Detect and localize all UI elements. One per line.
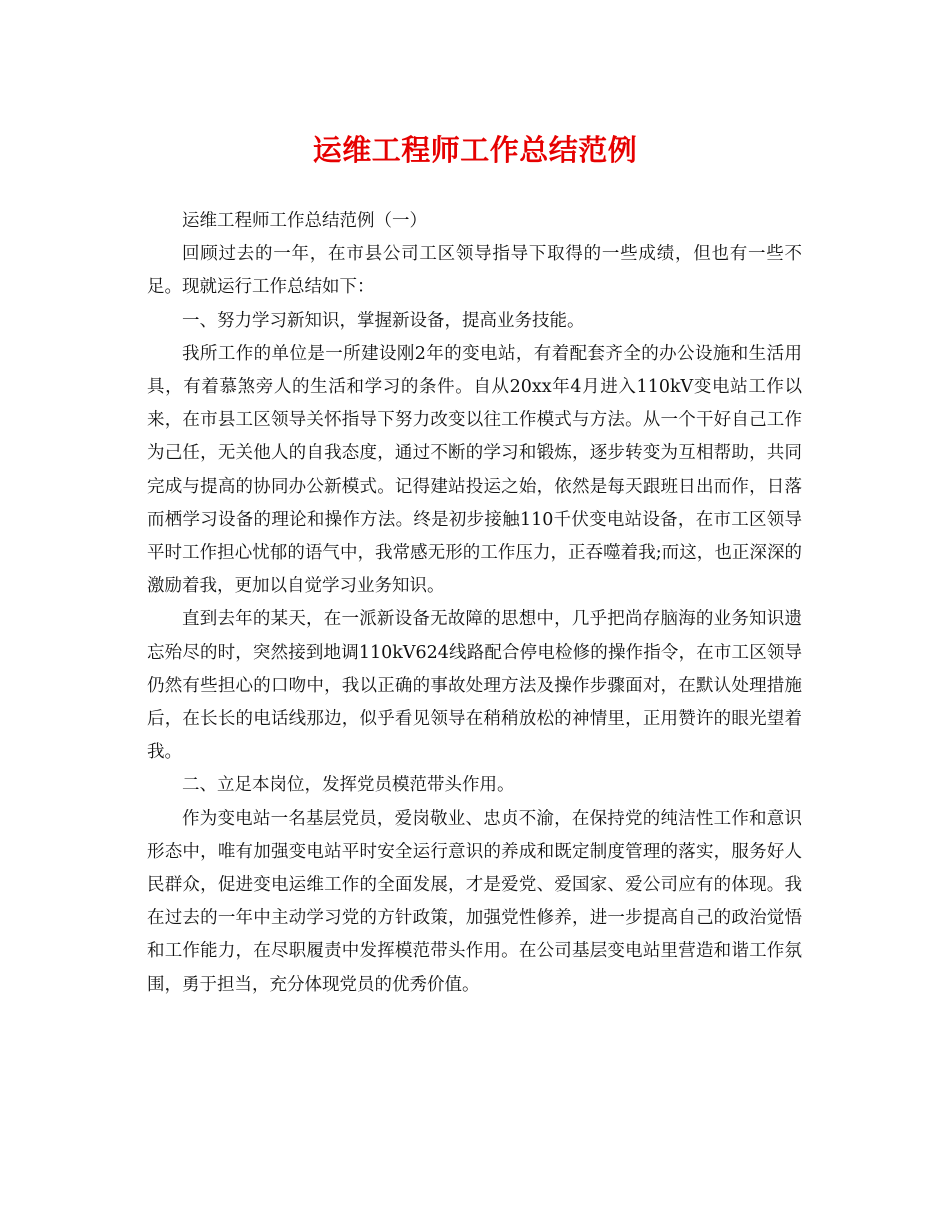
- paragraph-intro: 回顾过去的一年，在市县公司工区领导指导下取得的一些成绩，但也有一些不足。现就运行工作总结如下：: [147, 244, 802, 298]
- document-title: 运维工程师工作总结范例: [312, 133, 638, 167]
- paragraph-subtitle: 运维工程师工作总结范例（一）: [182, 211, 427, 231]
- paragraph-section2: 作为变电站一名基层党员，爱岗敬业、忠贞不渝，在保持党的纯洁性工作和意识形态中，唯有加强变电站平时安全运行意识的养成和既定制度管理的落实，服务好人民群众，促进变电运维工作的全面发展，才是爱党、爱国家、爱公司应有的体现。我在过去的一年中主动学习党的方针政策，加强党性修养，进一步提高自己的政治觉悟和工作能力，在尽职履责中发挥模范带头作用。在公司基层变电站里营造和谐工作氛围，勇于担当，充分体现党员的优秀价值。: [147, 808, 802, 995]
- paragraph-section1-b: 直到去年的某天，在一派新设备无故障的思想中，几乎把尚存脑海的业务知识遗忘殆尽的时，突然接到地调110kV624线路配合停电检修的操作指令，在市工区领导仍然有些担心的口吻中，我以正确的事故处理方法及操作步骤面对，在默认处理措施后，在长长的电话线那边，似乎看见领导在稍稍放松的神情里，正用赞许的眼光望着我。: [147, 609, 802, 763]
- document-body: [147, 205, 802, 1002]
- paragraph-section1-a: 我所工作的单位是一所建设刚2年的变电站，有着配套齐全的办公设施和生活用具，有着慕煞旁人的生活和学习的条件。自从20xx年4月进入110kV变电站工作以来，在市县工区领导关怀指导下努力改变以往工作模式与方法。从一个干好自己工作为己任，无关他人的自我态度，通过不断的学习和锻炼，逐步转变为互相帮助，共同完成与提高的协同办公新模式。记得建站投运之始，依然是每天跟班日出而作，日落而栖学习设备的理论和操作方法。终是初步接触110千伏变电站设备，在市工区领导平时工作担心忧郁的语气中，我常感无形的工作压力，正吞噬着我;而这，也正深深的激励着我，更加以自觉学习业务知识。: [147, 343, 802, 597]
- section-heading-1: 一、努力学习新知识，掌握新设备，提高业务技能。: [182, 310, 585, 331]
- section-heading-2: 二、立足本岗位，发挥党员模范带头作用。: [182, 775, 515, 796]
